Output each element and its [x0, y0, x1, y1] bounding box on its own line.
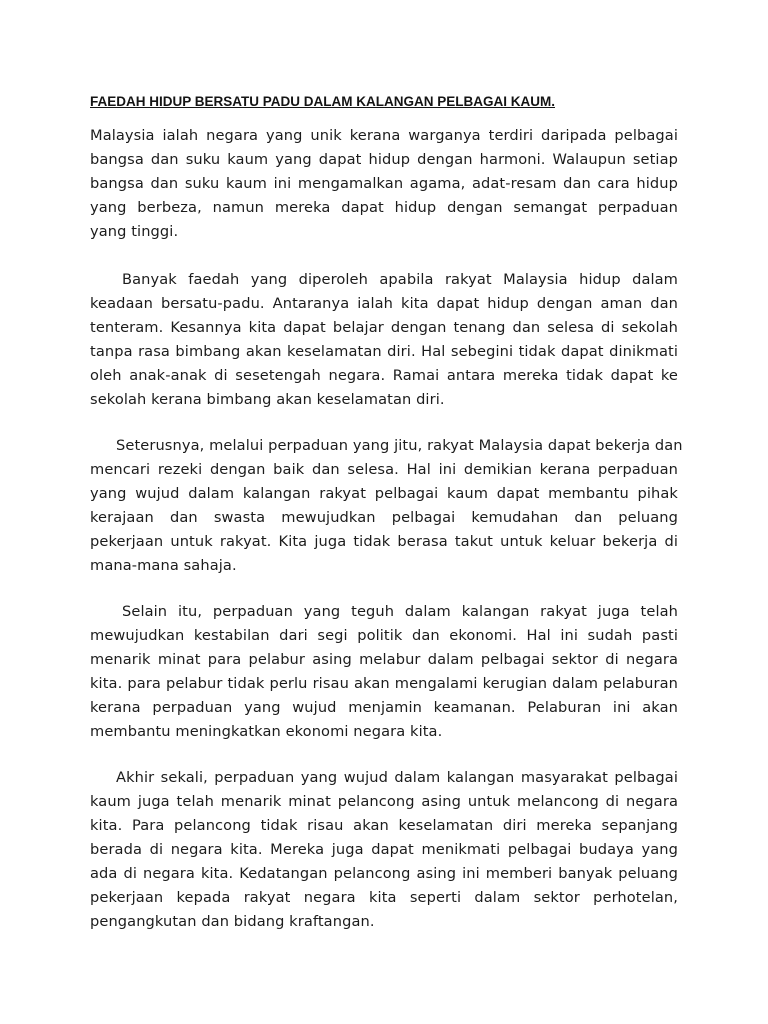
paragraph-line: berada di negara kita. Mereka juga dapat menikmati pelbagai budaya yang: [90, 841, 678, 858]
paragraph-line: mana-mana sahaja.: [90, 557, 237, 574]
paragraph-line: kita. Para pelancong tidak risau akan keselamatan diri mereka sepanjang: [90, 817, 678, 834]
paragraph-line: ada di negara kita. Kedatangan pelancong asing ini memberi banyak peluang: [90, 865, 678, 882]
paragraph-benefits: [90, 268, 678, 412]
paragraph-line: mencari rezeki dengan baik dan selesa. Hal ini demikian kerana perpaduan: [90, 461, 678, 478]
paragraph-line: bangsa dan suku kaum yang dapat hidup dengan harmoni. Walaupun setiap: [90, 151, 678, 168]
paragraph-line: pengangkutan dan bidang kraftangan.: [90, 913, 375, 930]
paragraph-line: yang tinggi.: [90, 223, 179, 240]
paragraph-line: kerajaan dan swasta mewujudkan pelbagai kemudahan dan peluang: [90, 509, 678, 526]
paragraph-line: Seterusnya, melalui perpaduan yang jitu, rakyat Malaysia dapat bekerja dan: [116, 437, 683, 454]
paragraph-line: bangsa dan suku kaum ini mengamalkan agama, adat-resam dan cara hidup: [90, 175, 678, 192]
paragraph-line: Malaysia ialah negara yang unik kerana warganya terdiri daripada pelbagai: [90, 127, 678, 144]
paragraph-employment: [90, 434, 683, 578]
paragraph-line: kerana perpaduan yang wujud menjamin keamanan. Pelaburan ini akan: [90, 699, 678, 716]
paragraph-line: oleh anak-anak di sesetengah negara. Ramai antara mereka tidak dapat ke: [90, 367, 678, 384]
paragraph-line: keadaan bersatu-padu. Antaranya ialah kita dapat hidup dengan aman dan: [90, 295, 678, 312]
paragraph-line: sekolah kerana bimbang akan keselamatan diri.: [90, 391, 445, 408]
paragraph-line: Selain itu, perpaduan yang teguh dalam kalangan rakyat juga telah: [122, 603, 678, 620]
paragraph-line: yang berbeza, namun mereka dapat hidup dengan semangat perpaduan: [90, 199, 678, 216]
paragraph-line: mewujudkan kestabilan dari segi politik dan ekonomi. Hal ini sudah pasti: [90, 627, 678, 644]
paragraph-line: yang wujud dalam kalangan rakyat pelbagai kaum dapat membantu pihak: [90, 485, 678, 502]
paragraph-line: kaum juga telah menarik minat pelancong asing untuk melancong di negara: [90, 793, 678, 810]
paragraph-introduction: [90, 124, 678, 244]
paragraph-line: membantu meningkatkan ekonomi negara kita.: [90, 723, 443, 740]
paragraph-line: Akhir sekali, perpaduan yang wujud dalam kalangan masyarakat pelbagai: [116, 769, 678, 786]
paragraph-line: kita. para pelabur tidak perlu risau akan mengalami kerugian dalam pelaburan: [90, 675, 678, 692]
document-title: FAEDAH HIDUP BERSATU PADU DALAM KALANGAN PELBAGAI KAUM.: [90, 94, 555, 109]
paragraph-tourism: [90, 766, 678, 934]
paragraph-line: menarik minat para pelabur asing melabur dalam pelbagai sektor di negara: [90, 651, 678, 668]
paragraph-economy: [90, 600, 678, 744]
paragraph-line: pekerjaan untuk rakyat. Kita juga tidak berasa takut untuk keluar bekerja di: [90, 533, 678, 550]
paragraph-line: tanpa rasa bimbang akan keselamatan diri. Hal sebegini tidak dapat dinikmati: [90, 343, 678, 360]
paragraph-line: pekerjaan kepada rakyat negara kita seperti dalam sektor perhotelan,: [90, 889, 678, 906]
paragraph-line: Banyak faedah yang diperoleh apabila rakyat Malaysia hidup dalam: [122, 271, 678, 288]
paragraph-line: tenteram. Kesannya kita dapat belajar dengan tenang dan selesa di sekolah: [90, 319, 678, 336]
